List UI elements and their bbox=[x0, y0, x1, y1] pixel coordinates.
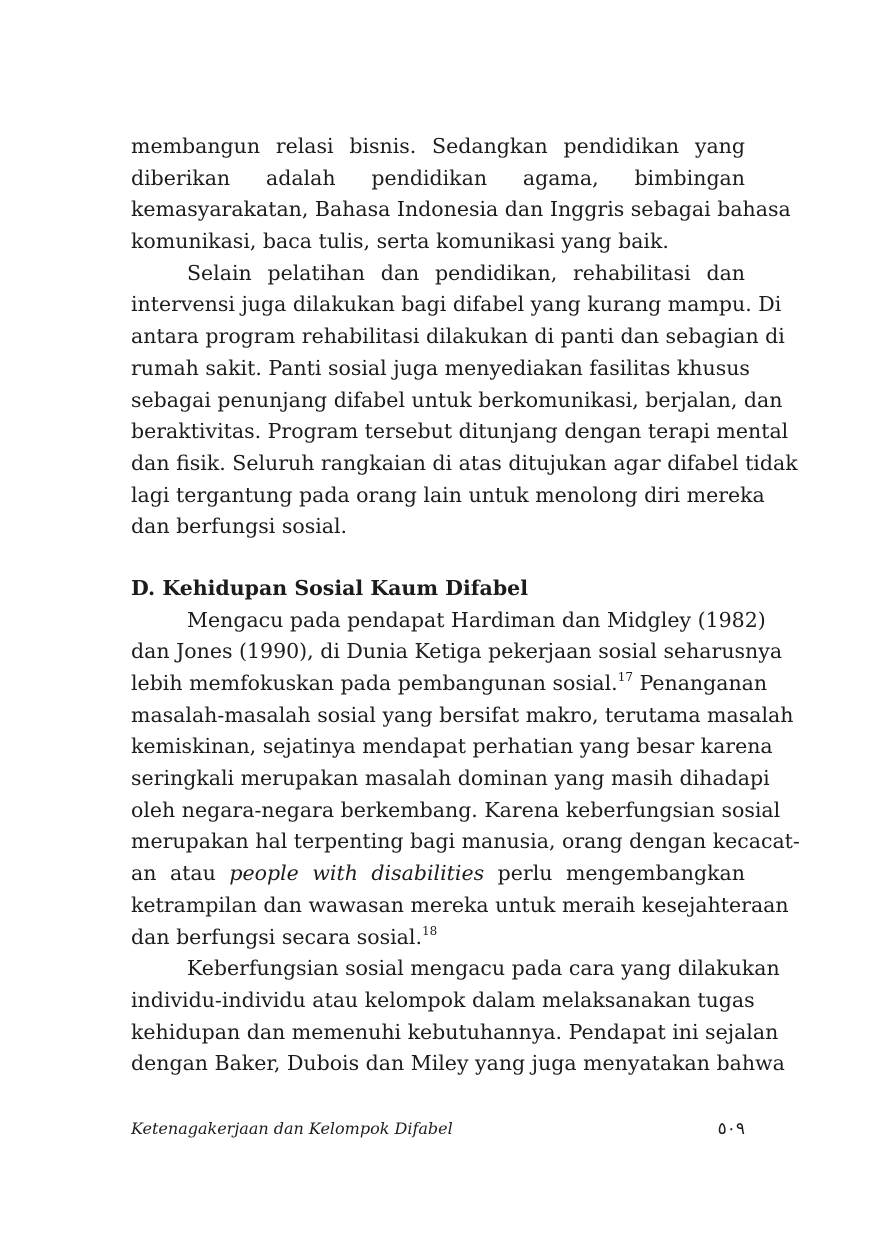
footnote-ref-18[interactable]: 18 bbox=[421, 923, 438, 938]
text-line: dan Jones (1990), di Dunia Ketiga pekerjaan sosial seharusnya bbox=[131, 639, 783, 664]
text-line: ketrampilan dan wawasan mereka untuk meraih kesejahteraan bbox=[131, 892, 789, 917]
text-line: membangun relasi bisnis. Sedangkan pendidikan yang bbox=[131, 134, 745, 158]
text-line: Selain pelatihan dan pendidikan, rehabilitasi dan bbox=[187, 260, 745, 285]
text-line: dengan Baker, Dubois dan Miley yang juga menyatakan bahwa bbox=[131, 1051, 785, 1076]
text-line: diberikan adalah pendidikan agama, bimbingan bbox=[131, 165, 745, 190]
text-line: kemasyarakatan, Bahasa Indonesia dan Inggris sebagai bahasa bbox=[131, 197, 791, 222]
text-line: sebagai penunjang difabel untuk berkomunikasi, berjalan, dan bbox=[131, 387, 783, 412]
paragraph bbox=[131, 258, 798, 543]
text-line: merupakan hal terpenting bagi manusia, orang dengan kecacat- bbox=[131, 829, 800, 854]
text-segment: dan berfungsi secara sosial. bbox=[131, 924, 422, 949]
text-line: beraktivitas. Program tersebut ditunjang dengan terapi mental bbox=[131, 419, 789, 444]
text-line: dan fisik. Seluruh rangkaian di atas ditujukan agar difabel tidak bbox=[131, 450, 798, 475]
text-line: lagi tergantung pada orang lain untuk menolong diri mereka bbox=[131, 482, 765, 507]
text-line: rumah sakit. Panti sosial juga menyediakan fasilitas khusus bbox=[131, 355, 750, 380]
text-line: Mengacu pada pendapat Hardiman dan Midgley (1982) bbox=[187, 607, 766, 632]
text-line bbox=[131, 858, 745, 890]
text-line: oleh negara-negara berkembang. Karena keberfungsian sosial bbox=[131, 797, 781, 822]
text-line bbox=[131, 668, 768, 700]
text-line: seringkali merupakan masalah dominan yang masih dihadapi bbox=[131, 766, 770, 791]
text-segment: an atau bbox=[131, 861, 216, 886]
paragraph bbox=[131, 953, 785, 1080]
page-footer bbox=[131, 1119, 745, 1139]
text-segment: Penanganan bbox=[639, 671, 768, 695]
paragraph bbox=[131, 131, 791, 258]
text-line: kemiskinan, sejatinya mendapat perhatian yang besar karena bbox=[131, 734, 773, 759]
text-line: antara program rehabilitasi dilakukan di panti dan sebagian di bbox=[131, 324, 785, 349]
text-segment: lebih memfokuskan pada pembangunan sosial. bbox=[131, 671, 618, 695]
paragraph bbox=[131, 605, 800, 954]
text-line: kehidupan dan memenuhi kebutuhannya. Pendapat ini sejalan bbox=[131, 1019, 779, 1044]
text-line: intervensi juga dilakukan bagi difabel yang kurang mampu. Di bbox=[131, 292, 782, 317]
text-line: komunikasi, baca tulis, serta komunikasi yang baik. bbox=[131, 229, 669, 254]
section-heading: D. Kehidupan Sosial Kaum Difabel bbox=[131, 575, 528, 600]
page-number: ٥٠٩ bbox=[717, 1119, 745, 1139]
text-segment: perlu mengembangkan bbox=[497, 861, 745, 886]
text-line: Keberfungsian sosial mengacu pada cara yang dilakukan bbox=[187, 956, 780, 981]
italic-phrase: people with disabilities bbox=[229, 861, 485, 886]
page-body bbox=[131, 131, 800, 1080]
text-line: masalah-masalah sosial yang bersifat makro, terutama masalah bbox=[131, 702, 794, 727]
footnote-ref-17[interactable]: 17 bbox=[617, 670, 633, 684]
text-line: individu-individu atau kelompok dalam melaksanakan tugas bbox=[131, 987, 755, 1012]
text-line bbox=[131, 922, 745, 954]
running-title: Ketenagakerjaan dan Kelompok Difabel bbox=[131, 1119, 453, 1138]
text-line: dan berfungsi sosial. bbox=[131, 514, 348, 539]
